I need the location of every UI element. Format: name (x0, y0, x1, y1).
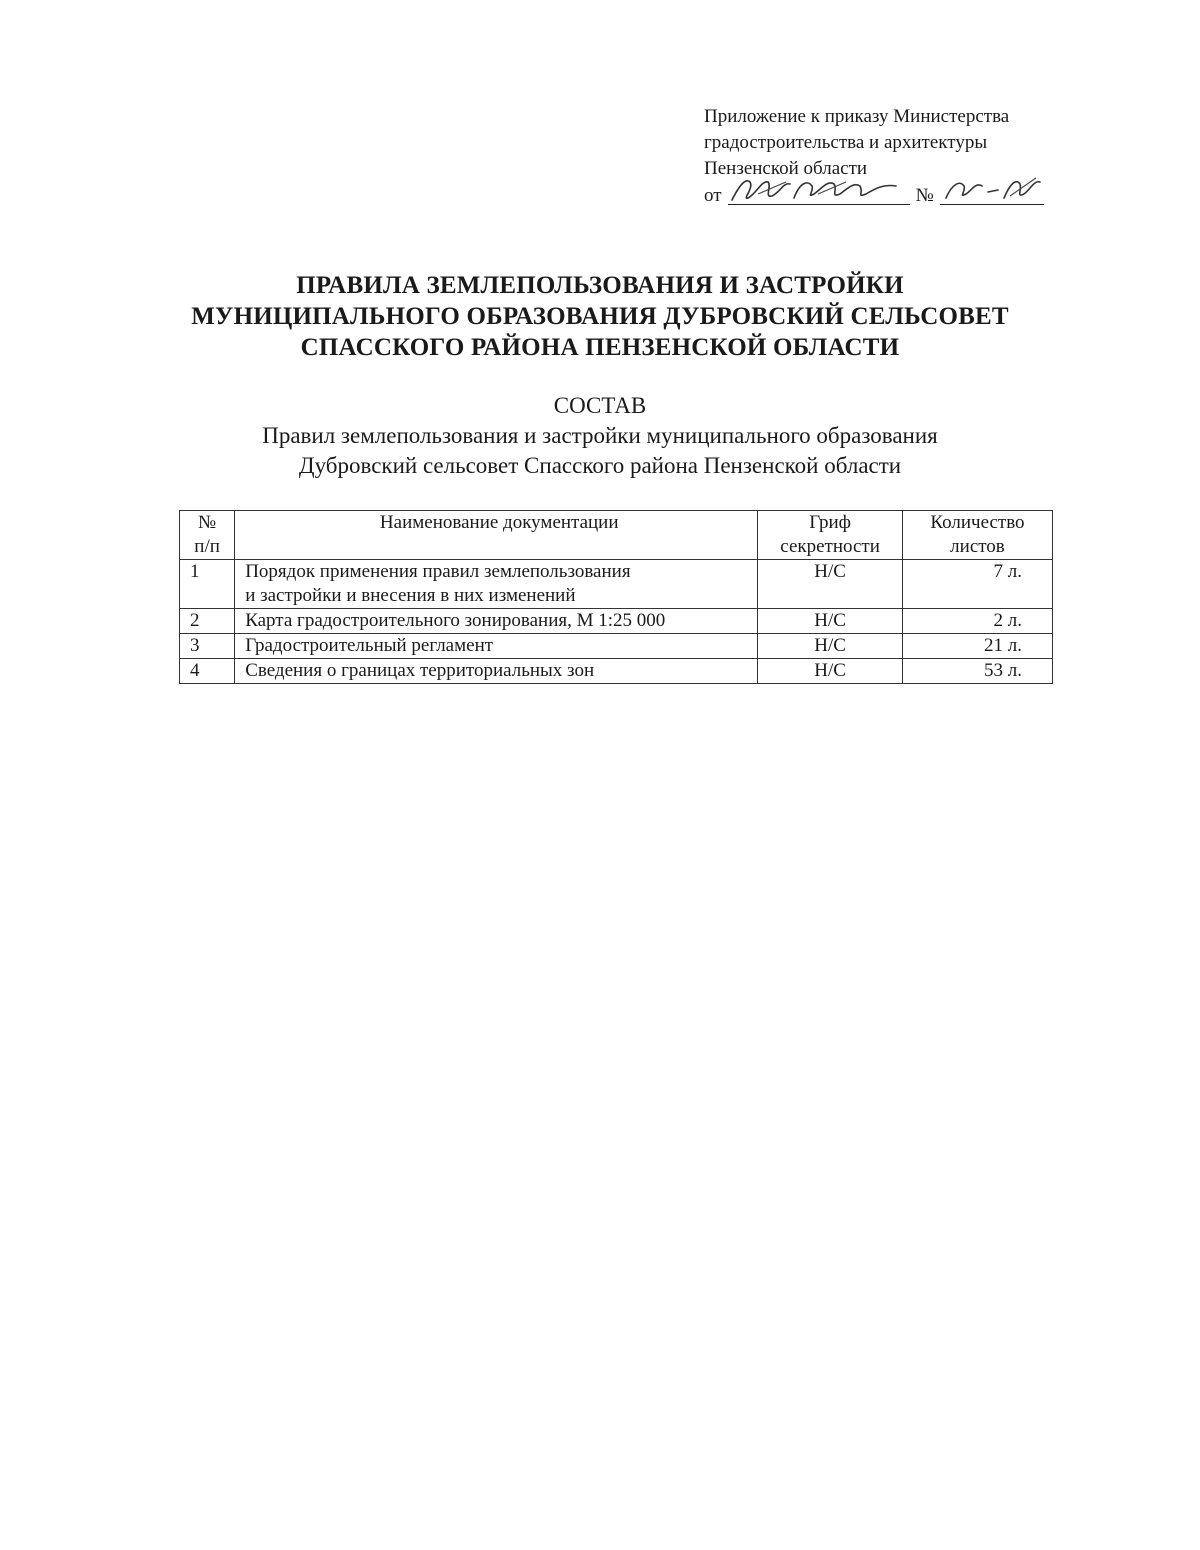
table-row (180, 659, 1053, 684)
header-quantity: Количество листов (902, 511, 1052, 560)
table-row (180, 609, 1053, 634)
row-number: 2 (180, 609, 235, 634)
table-row (180, 634, 1053, 659)
title-line-2: МУНИЦИПАЛЬНОГО ОБРАЗОВАНИЯ ДУБРОВСКИЙ СЕЛЬСОВЕТ (191, 303, 1009, 330)
annex-line-2: градостроительства и архитектуры (704, 132, 988, 153)
row-quantity: 21 л. (902, 634, 1052, 659)
row-grif: Н/С (758, 634, 903, 659)
annex-line-3: Пензенской области (704, 158, 868, 179)
handwritten-number-field (940, 182, 1044, 205)
header-name: Наименование документации (235, 511, 758, 560)
row-name: Сведения о границах территориальных зон (235, 659, 758, 684)
row-quantity: 7 л. (902, 560, 1052, 609)
row-grif: Н/С (758, 609, 903, 634)
header-number: № п/п (180, 511, 235, 560)
composition-line-1: Правил землепользования и застройки муниципального образования (262, 423, 938, 448)
row-number: 1 (180, 560, 235, 609)
annex-line-1: Приложение к приказу Министерства (704, 106, 1010, 127)
document-title (100, 270, 1100, 363)
from-label: от (704, 185, 722, 206)
annex-signature-line (704, 182, 1084, 209)
composition-heading (100, 391, 1100, 481)
title-line-1: ПРАВИЛА ЗЕМЛЕПОЛЬЗОВАНИЯ И ЗАСТРОЙКИ (296, 272, 904, 299)
handwritten-date-icon (728, 174, 910, 204)
handwritten-number-icon (940, 174, 1044, 204)
row-name: Порядок применения правил землепользования и застройки и внесения в них изменений (235, 560, 758, 609)
row-name: Градостроительный регламент (235, 634, 758, 659)
table-header-row (180, 511, 1053, 560)
annex-block (704, 104, 1084, 209)
number-label: № (915, 185, 934, 206)
row-number: 4 (180, 659, 235, 684)
row-name: Карта градостроительного зонирования, М 1:25 000 (235, 609, 758, 634)
row-number: 3 (180, 634, 235, 659)
row-quantity: 53 л. (902, 659, 1052, 684)
composition-title: СОСТАВ (553, 393, 647, 418)
composition-line-2: Дубровский сельсовет Спасского района Пензенской области (298, 453, 902, 478)
handwritten-date-field (728, 182, 910, 205)
row-grif: Н/С (758, 560, 903, 609)
row-grif: Н/С (758, 659, 903, 684)
table-row (180, 560, 1053, 609)
row-quantity: 2 л. (902, 609, 1052, 634)
documentation-table (179, 510, 1053, 684)
title-line-3: СПАССКОГО РАЙОНА ПЕНЗЕНСКОЙ ОБЛАСТИ (300, 334, 900, 361)
header-grif: Гриф секретности (758, 511, 903, 560)
